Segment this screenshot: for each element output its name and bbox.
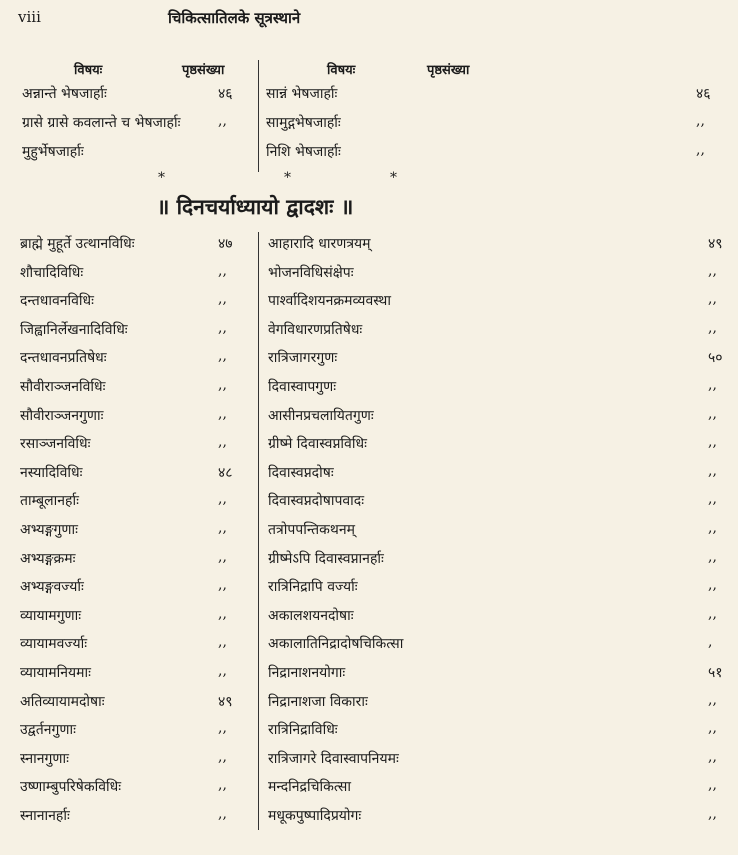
toc-entry-page: ४९: [708, 236, 723, 252]
toc-entry: [22, 142, 248, 168]
toc-entry-label: स्नानानर्हाः: [20, 808, 70, 824]
right-page-header: पृष्ठसंख्या: [427, 63, 470, 78]
toc-entry: [268, 549, 738, 575]
toc-entry-page: ,,: [708, 777, 717, 794]
toc-entry-page: ,,: [218, 520, 227, 536]
toc-entry-label: अकालशयनदोषाः: [268, 607, 354, 624]
toc-entry: [268, 663, 738, 689]
toc-entry: [268, 720, 738, 746]
toc-entry-label: आसीनप्रचलायितगुणः: [268, 407, 374, 424]
toc-entry-page: ,,: [708, 748, 717, 765]
running-title: चिकित्सातिलके सूत्रस्थाने: [168, 9, 301, 27]
toc-entry: [20, 577, 248, 603]
toc-entry: [20, 806, 248, 832]
toc-entry-page: ,,: [218, 434, 227, 451]
toc-entry-page: ,,: [218, 806, 227, 822]
toc-entry-label: मुहुर्भेषजार्हाः: [22, 144, 84, 160]
toc-entry-page: ,,: [218, 663, 227, 679]
toc-entry-label: तत्रोपपन्तिकथनम्: [268, 522, 355, 538]
separator-star: *: [390, 170, 397, 186]
toc-section-1: [22, 60, 711, 172]
toc-entry-page: ,,: [708, 291, 717, 308]
toc-entry-label: ग्रासे ग्रासे कवलान्ते च भेषजार्हाः: [22, 115, 181, 131]
column-divider: [258, 60, 259, 172]
toc-entry-page: ५१: [708, 665, 723, 681]
toc-entry-label: निद्रानाशजा विकाराः: [268, 693, 368, 710]
toc-entry-label: रात्रिनिद्रापि वर्ज्याः: [268, 579, 358, 596]
toc-entry: [20, 463, 248, 489]
toc-entry-page: ,,: [708, 491, 717, 508]
left-page-header: पृष्ठसंख्या: [182, 63, 225, 78]
toc-entry-label: उष्णाम्बुपरिषेकविधिः: [20, 779, 122, 796]
toc-entry-label: जिह्वानिर्लेखनादिविधिः: [20, 321, 128, 338]
toc-entry: [20, 549, 248, 575]
left-subject-header: विषयः: [74, 63, 103, 78]
toc-section-2: [18, 232, 723, 832]
toc-entry-page: ,,: [708, 405, 717, 422]
toc-entry-page: ,,: [218, 548, 227, 565]
separator-star: *: [158, 170, 165, 186]
toc-entry-page: ,,: [708, 377, 717, 393]
toc-entry-label: दिवास्वप्नदोषापवादः: [268, 493, 365, 510]
toc-entry-page: ४६: [696, 86, 711, 102]
toc-entry: [22, 113, 248, 139]
toc-entry: [20, 434, 248, 460]
page-header: [18, 8, 492, 30]
chapter-title: ॥ दिनचर्याध्यायो द्वादशः ॥: [156, 194, 354, 219]
toc-entry: [268, 348, 738, 374]
toc-entry: [268, 606, 738, 632]
toc-entry-page: ,,: [218, 634, 227, 651]
toc-entry-label: अभ्यङ्गक्रमः: [20, 550, 76, 567]
toc-entry: [268, 434, 738, 460]
toc-entry-label: अकालातिनिद्रादोषचिकित्सा: [268, 636, 404, 653]
toc-entry: [20, 692, 248, 718]
toc-entry: [20, 406, 248, 432]
toc-entry-page: ,,: [708, 434, 717, 451]
toc-entry: [20, 491, 248, 517]
toc-entry: [20, 777, 248, 803]
toc-entry-label: रात्रिजागरे दिवास्वापनियमः: [268, 750, 399, 767]
separator-star: *: [284, 170, 291, 186]
toc-entry-label: अन्नान्ते भेषजार्हाः: [22, 86, 107, 102]
toc-entry-label: रात्रिनिद्राविधिः: [268, 722, 338, 739]
toc-entry: [268, 692, 738, 718]
toc-entry: [266, 142, 726, 168]
toc-entry-page: ,,: [708, 520, 717, 536]
toc-entry: [268, 234, 738, 260]
toc-entry-page: ,,: [218, 777, 227, 794]
toc-entry-label: अतिव्यायामदोषाः: [20, 693, 105, 710]
toc-entry-label: शौचादिविधिः: [20, 264, 84, 281]
toc-entry-label: ग्रीष्मेऽपि दिवास्वप्नानर्हाः: [268, 550, 384, 567]
toc-entry-label: पार्श्वादिशयनक्रमव्यवस्था: [268, 293, 391, 310]
toc-entry-label: सौवीराञ्जनगुणाः: [20, 407, 104, 424]
page-number: viii: [18, 8, 41, 26]
toc-entry-label: सौवीराञ्जनविधिः: [20, 379, 106, 395]
toc-entry: [20, 749, 248, 775]
toc-entry-label: निद्रानाशनयोगाः: [268, 665, 346, 681]
toc-entry: [266, 84, 726, 110]
toc-entry-page: ,,: [218, 720, 227, 737]
toc-entry-label: अभ्यङ्गगुणाः: [20, 522, 78, 538]
toc-entry: [266, 113, 726, 139]
toc-entry-page: ,,: [218, 577, 227, 594]
toc-entry-page: ,,: [696, 142, 705, 158]
toc-entry-page: ,,: [708, 720, 717, 737]
toc-entry-page: ,,: [218, 491, 227, 508]
toc-entry-page: ,,: [218, 113, 227, 129]
toc-entry-page: ,,: [708, 462, 717, 479]
separator: [0, 170, 510, 184]
toc-entry-page: ,,: [218, 605, 227, 622]
toc-entry: [20, 320, 248, 346]
toc-entry-page: ,,: [708, 605, 717, 622]
toc-entry-label: ब्राह्मे मुहूर्ते उत्थानविधिः: [20, 236, 135, 252]
toc-entry-label: व्यायामवर्ज्याः: [20, 636, 88, 653]
toc-entry-page: ,: [708, 634, 713, 651]
toc-entry-page: ,,: [708, 691, 717, 708]
toc-entry-label: स्नानगुणाः: [20, 750, 69, 767]
toc-entry-page: ,,: [218, 748, 227, 765]
toc-entry-label: ग्रीष्मे दिवास्वप्नविधिः: [268, 436, 367, 453]
toc-entry-label: व्यायामनियमाः: [20, 665, 91, 681]
toc-entry: [20, 634, 248, 660]
toc-entry-page: ४९: [218, 693, 233, 710]
toc-entry: [268, 634, 738, 660]
toc-entry-page: ,,: [218, 405, 227, 422]
toc-entry: [20, 520, 248, 546]
toc-entry: [268, 377, 738, 403]
toc-entry-page: ,,: [708, 262, 717, 279]
toc-entry-page: ,,: [708, 319, 717, 336]
toc-entry: [268, 291, 738, 317]
toc-entry: [268, 806, 738, 832]
toc-entry-label: रात्रिजागरगुणः: [268, 350, 338, 367]
toc-entry-label: मधूकपुष्पादिप्रयोगः: [268, 808, 362, 824]
toc-entry-page: ४६: [218, 86, 233, 102]
toc-entry-label: वेगविधारणप्रतिषेधः: [268, 321, 363, 338]
toc-entry-label: दिवास्वप्नदोषः: [268, 464, 334, 481]
toc-entry-label: ताम्बूलानर्हाः: [20, 493, 79, 510]
toc-entry: [20, 291, 248, 317]
toc-entry: [268, 577, 738, 603]
toc-entry-page: ,,: [218, 319, 227, 336]
toc-entry-page: ,,: [218, 348, 227, 365]
toc-entry-label: सान्नं भेषजार्हाः: [266, 86, 338, 102]
toc-entry-page: ५०: [708, 350, 723, 367]
toc-entry: [20, 377, 248, 403]
toc-entry-page: ,,: [696, 113, 705, 129]
toc-entry-label: व्यायामगुणाः: [20, 607, 82, 624]
toc-entry-page: ,,: [218, 262, 227, 279]
toc-entry: [268, 491, 738, 517]
toc-entry: [20, 663, 248, 689]
toc-entry-page: ,,: [218, 291, 227, 308]
toc-entry-label: मन्दनिद्रचिकित्सा: [268, 779, 351, 796]
toc-entry-label: दन्तधावनविधिः: [20, 293, 94, 310]
toc-entry: [268, 263, 738, 289]
toc-entry-page: ,,: [708, 577, 717, 594]
toc-entry-page: ४८: [218, 464, 233, 481]
toc-entry: [268, 520, 738, 546]
toc-entry: [22, 84, 248, 110]
toc-entry: [268, 777, 738, 803]
toc-entry: [268, 749, 738, 775]
toc-entry-label: सामुद्गभेषजार्हाः: [266, 115, 341, 131]
toc-entry: [268, 406, 738, 432]
toc-entry-label: उद्वर्तनगुणाः: [20, 722, 76, 739]
toc-entry: [20, 234, 248, 260]
toc-entry-label: दन्तधावनप्रतिषेधः: [20, 350, 107, 367]
toc-entry-label: दिवास्वापगुणः: [268, 379, 337, 395]
toc-entry-label: आहारादि धारणत्रयम्: [268, 236, 371, 252]
column-divider: [258, 232, 259, 830]
toc-entry: [268, 320, 738, 346]
toc-entry-label: रसाञ्जनविधिः: [20, 436, 91, 453]
toc-entry-page: ,,: [708, 548, 717, 565]
toc-entry: [20, 348, 248, 374]
toc-entry-label: निशि भेषजार्हाः: [266, 144, 341, 160]
toc-entry: [268, 463, 738, 489]
toc-entry-page: ,,: [218, 377, 227, 393]
toc-entry: [20, 720, 248, 746]
toc-entry: [20, 263, 248, 289]
toc-entry: [20, 606, 248, 632]
toc-entry-label: नस्यादिविधिः: [20, 464, 83, 481]
toc-entry-label: भोजनविधिसंक्षेपः: [268, 264, 354, 281]
toc-entry-label: अभ्यङ्गवर्ज्याः: [20, 579, 84, 596]
toc-entry-page: ,,: [708, 806, 717, 822]
toc-entry-page: ४७: [218, 236, 233, 252]
right-subject-header: विषयः: [327, 63, 356, 78]
